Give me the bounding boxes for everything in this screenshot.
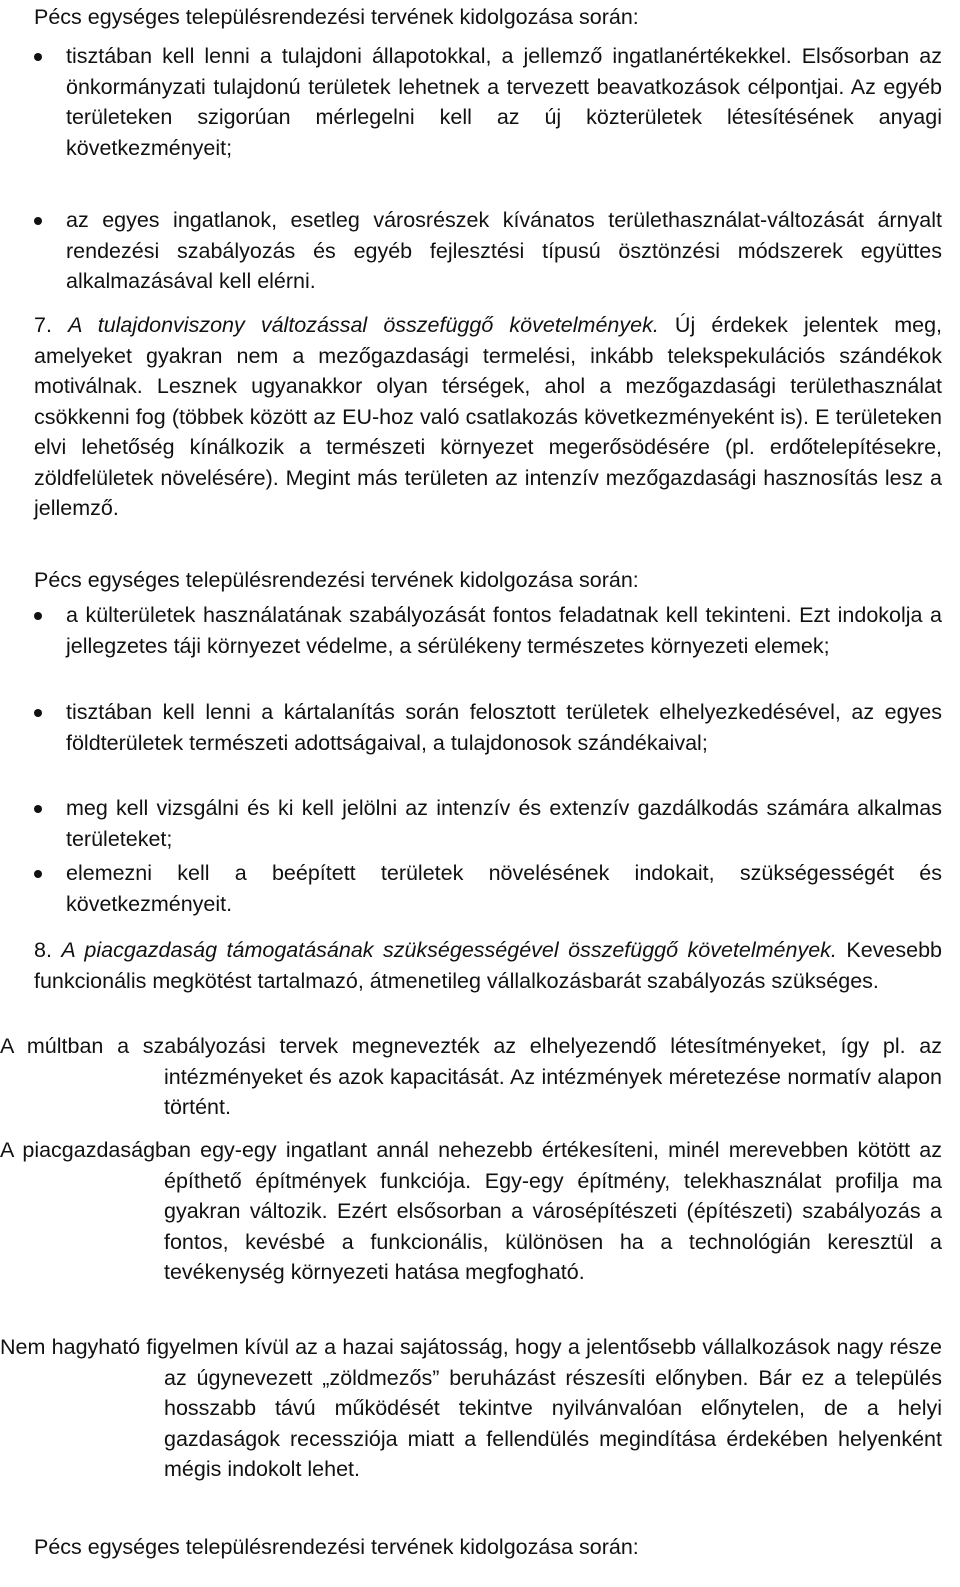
- section-7-number: 7.: [34, 313, 52, 337]
- body-paragraph-1: A múltban a szabályozási tervek megnevezték az elhelyezendő létesítményeket, így pl. az intézményeket és azok kapacitását. Az intézmények méretezése normatív alapon történt.: [0, 1034, 942, 1119]
- bullet-icon: [34, 612, 42, 620]
- bullet-icon: [34, 870, 42, 878]
- list-item-text: tisztában kell lenni a tulajdoni állapotokkal, a jellemző ingatlanértékekkel. Elsősorban az önkormányzati tulajdonú területek lehetnek a tervezett beavatkozások célpontjai. Az egyéb területeken szigorúan mérlegelni kell az új közterületek létesítésének anyagi következményeit;: [66, 44, 942, 160]
- list-item-text: az egyes ingatlanok, esetleg városrészek kívánatos területhasználat-változását árnyalt rendezési szabályozás és egyéb fejlesztési típusú ösztönzési módszerek együttes alkalmazásával kell elérni.: [66, 208, 942, 293]
- bullet-icon: [34, 217, 42, 225]
- bullet-icon: [34, 709, 42, 717]
- list-item-text: elemezni kell a beépített területek növelésének indokait, szükségességét és következményeit.: [66, 861, 942, 916]
- section-7-body: Új érdekek jelentek meg, amelyeket gyakran nem a mezőgazdasági termelési, inkább telekspekulációs szándékok motiválnak. Lesznek ugyanakkor olyan térségek, ahol a mezőgazdasági területhasználat csökkenni fog (többek között az EU-hoz való csatlakozás következményeként is). E területeken elvi lehetőség kínálkozik a természeti környezet megerősödésére (pl. erdőtelepítésekre, zöldfelületek növelésére). Megint más területen az intenzív mezőgazdasági hasznosítás lesz a jellemző.: [34, 313, 942, 520]
- section-8-title: A piacgazdaság támogatásának szükségességével összefüggő követelmények.: [61, 938, 837, 962]
- list-item-text: tisztában kell lenni a kártalanítás során felosztott területek elhelyezkedésével, az egyes földterületek természeti adottságaival, a tulajdonosok szándékaival;: [66, 700, 942, 755]
- body-paragraph-3: Nem hagyható figyelmen kívül az a hazai sajátosság, hogy a jelentősebb vállalkozások nagy része az úgynevezett „zöldmezős” beruházást részesíti előnyben. Bár ez a település hosszabb távú működését tekintve nyilvánvalóan előnytelen, de a helyi gazdaságok recessziója miatt a fellendülés megindítása érdekében helyenként mégis indokolt lehet.: [0, 1335, 942, 1481]
- section-8-body: Kevesebb funkcionális megkötést tartalmazó, átmenetileg vállalkozásbarát szabályozás szükséges.: [34, 938, 942, 993]
- list-item-text: a külterületek használatának szabályozását fontos feladatnak kell tekinteni. Ezt indokolja a jellegzetes táji környezet védelme, a sérülékeny természetes környezeti elemek;: [66, 603, 942, 658]
- bullet-icon: [34, 53, 42, 61]
- section-7-title: A tulajdonviszony változással összefüggő követelmények.: [68, 313, 659, 337]
- section-8-paragraph: [34, 935, 942, 996]
- section-8-number: 8.: [34, 938, 52, 962]
- intro-paragraph-3: Pécs egységes településrendezési tervének kidolgozása során:: [34, 1535, 639, 1559]
- list-item-text: meg kell vizsgálni és ki kell jelölni az intenzív és extenzív gazdálkodás számára alkalmas területeket;: [66, 796, 942, 851]
- intro-paragraph-2: Pécs egységes településrendezési tervének kidolgozása során:: [34, 568, 639, 592]
- section-7-paragraph: [34, 310, 942, 524]
- intro-paragraph-1: Pécs egységes településrendezési tervének kidolgozása során:: [34, 5, 639, 29]
- bullet-icon: [34, 805, 42, 813]
- body-paragraph-2: A piacgazdaságban egy-egy ingatlant annál nehezebb értékesíteni, minél merevebben kötött az építhető építmények funkciója. Egy-egy építmény, telekhasználat profilja ma gyakran változik. Ezért elsősorban a városépítészeti (építészeti) szabályozás a fontos, kevésbé a funkcionális, különösen ha a technológián keresztül a tevékenység környezeti hatása megfogható.: [0, 1138, 942, 1284]
